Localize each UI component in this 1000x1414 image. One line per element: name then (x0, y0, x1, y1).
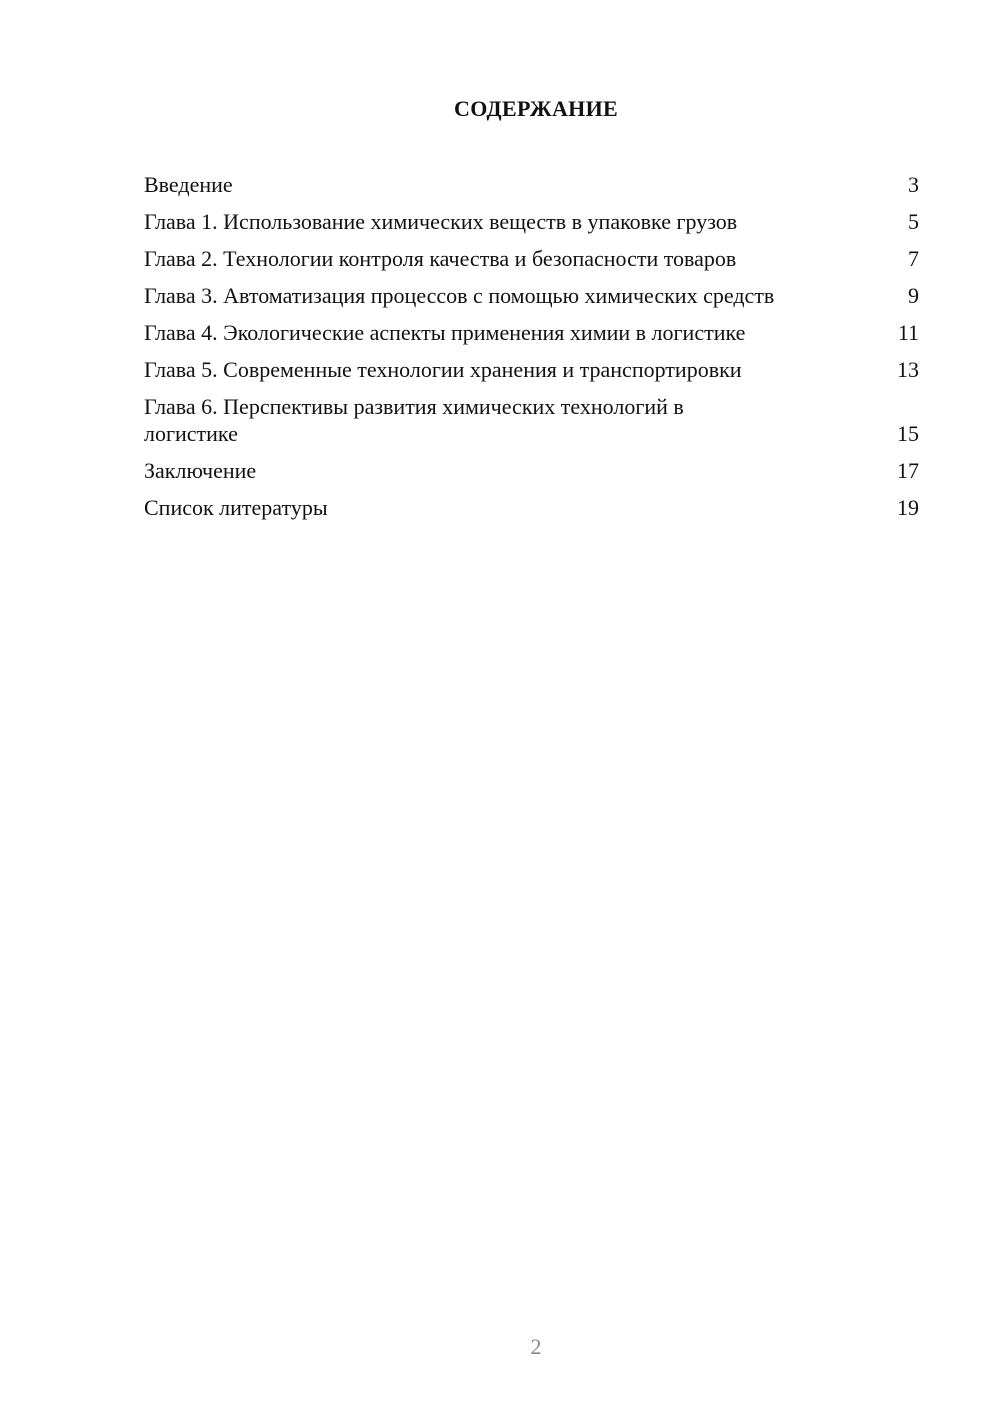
toc-entry-label: Глава 1. Использование химических веществ в упаковке грузов (144, 209, 738, 234)
toc-entry-chapter-4 (144, 319, 919, 346)
toc-entry-references (144, 494, 919, 521)
toc-title: СОДЕРЖАНИЕ (454, 96, 618, 121)
toc-entry-chapter-2 (144, 245, 919, 272)
toc-entry-chapter-6 (144, 393, 919, 447)
toc-entry-conclusion (144, 457, 919, 484)
toc-entry-page: 7 (908, 246, 919, 271)
toc-entry-label: Глава 2. Технологии контроля качества и безопасности товаров (144, 246, 737, 271)
toc-entry-chapter-3 (144, 282, 919, 309)
toc-entry-page: 3 (908, 172, 919, 197)
toc-entry-label: Список литературы (144, 495, 328, 520)
toc-entry-page: 15 (897, 421, 919, 446)
toc-entry-label: Заключение (144, 458, 257, 483)
toc-entry-page: 17 (897, 458, 919, 483)
table-of-contents (144, 171, 919, 531)
toc-entry-label: Глава 4. Экологические аспекты применения химии в логистике (144, 320, 746, 345)
toc-entry-label: Глава 5. Современные технологии хранения и транспортировки (144, 357, 742, 382)
toc-entry-page: 11 (897, 320, 919, 345)
toc-entry-label: Глава 3. Автоматизация процессов с помощью химических средств (144, 283, 775, 308)
toc-entry-page: 13 (897, 357, 919, 382)
toc-entry-introduction (144, 171, 919, 198)
toc-entry-chapter-5 (144, 356, 919, 383)
toc-entry-label: Введение (144, 172, 233, 197)
toc-entry-page: 5 (908, 209, 919, 234)
toc-entry-chapter-1 (144, 208, 919, 235)
page-number: 2 (530, 1334, 542, 1359)
toc-entry-page: 9 (908, 283, 919, 308)
toc-entry-label: Глава 6. Перспективы развития химических технологий в логистике (144, 394, 684, 446)
toc-entry-page: 19 (897, 495, 919, 520)
